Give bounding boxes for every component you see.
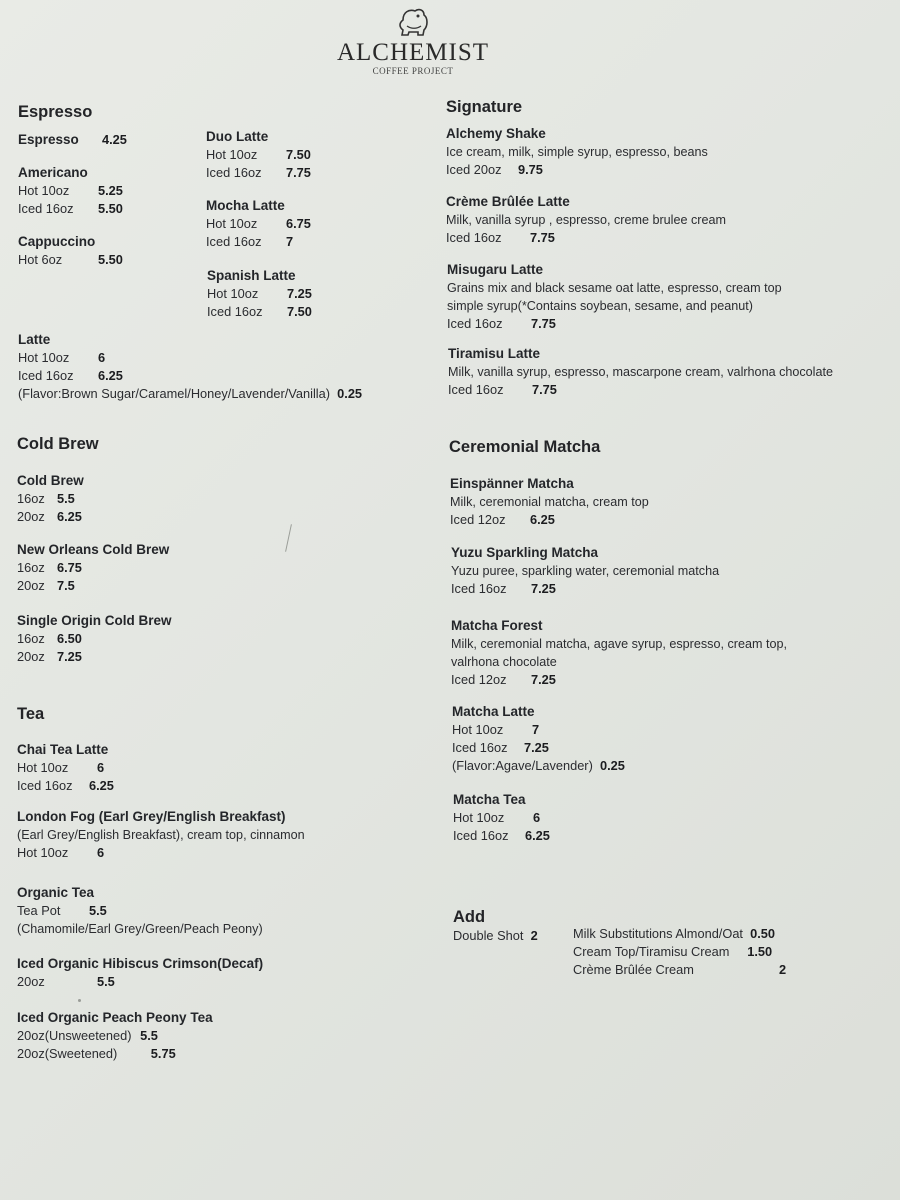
item-name: Latte xyxy=(18,332,51,347)
menu-item-mocha-latte xyxy=(206,197,311,251)
item-name: New Orleans Cold Brew xyxy=(17,542,170,557)
menu-item-creme-brulee-latte xyxy=(446,193,726,247)
item-size: Hot 10oz xyxy=(452,722,504,737)
item-size: Iced 16oz xyxy=(206,165,262,180)
item-price: 6 xyxy=(533,810,541,825)
item-size: Iced 16oz xyxy=(18,368,74,383)
item-price: 4.25 xyxy=(102,132,127,147)
item-price: 9.75 xyxy=(518,162,543,177)
menu-item-iced-hibiscus xyxy=(17,955,263,991)
item-size: Iced 16oz xyxy=(451,581,507,596)
item-size: Iced 16oz xyxy=(206,234,262,249)
item-size: Hot 10oz xyxy=(18,183,70,198)
item-price: 5.5 xyxy=(57,491,75,506)
item-size: Hot 10oz xyxy=(17,760,69,775)
item-name: Spanish Latte xyxy=(207,268,296,283)
item-name: Matcha Forest xyxy=(451,618,543,633)
item-size: Iced 16oz xyxy=(447,316,503,331)
menu-item-new-orleans-cold-brew xyxy=(17,541,169,595)
menu-item-cappuccino xyxy=(18,233,123,269)
item-name: Cappuccino xyxy=(18,234,96,249)
menu-item-espresso xyxy=(18,131,127,149)
item-description: Ice cream, milk, simple syrup, espresso, beans xyxy=(446,145,708,159)
section-espresso-title: Espresso xyxy=(18,103,93,121)
item-price: 5.50 xyxy=(98,201,123,216)
item-price: 7.50 xyxy=(286,147,311,162)
paper-mark xyxy=(78,999,81,1002)
item-name: Alchemy Shake xyxy=(446,126,546,141)
item-name: Single Origin Cold Brew xyxy=(17,613,172,628)
section-signature-title: Signature xyxy=(446,98,523,116)
item-price: 7.75 xyxy=(530,230,555,245)
add-price: 2 xyxy=(530,928,538,943)
item-price: 7.75 xyxy=(531,316,556,331)
item-name: Cold Brew xyxy=(17,473,84,488)
item-name: Chai Tea Latte xyxy=(17,742,109,757)
item-price: 6.75 xyxy=(286,216,311,231)
item-description: Milk, ceremonial matcha, agave syrup, espresso, cream top, xyxy=(451,637,787,651)
add-label: Milk Substitutions Almond/Oat xyxy=(573,926,743,941)
item-description: Milk, vanilla syrup, espresso, mascarpone cream, valrhona chocolate xyxy=(448,365,833,379)
menu-item-einspanner-matcha xyxy=(450,475,649,529)
item-price: 5.50 xyxy=(98,252,123,267)
item-price: 6.75 xyxy=(57,560,82,575)
add-price: 1.50 xyxy=(747,944,773,959)
item-price: 6.25 xyxy=(98,368,123,383)
item-flavor: (Flavor:Brown Sugar/Caramel/Honey/Lavender/Vanilla) xyxy=(18,386,331,401)
item-price: 5.75 xyxy=(150,1046,176,1061)
item-name: Iced Organic Hibiscus Crimson(Decaf) xyxy=(17,956,264,971)
item-price: 7.50 xyxy=(287,304,312,319)
item-price: 5.25 xyxy=(98,183,123,198)
item-size: Iced 16oz xyxy=(18,201,74,216)
section-add-title: Add xyxy=(453,908,486,926)
menu-item-matcha-forest xyxy=(451,617,787,689)
add-label: Cream Top/Tiramisu Cream xyxy=(573,944,730,959)
item-size: 20oz(Unsweetened) xyxy=(17,1028,132,1043)
item-price: 5.5 xyxy=(97,974,115,989)
menu-item-organic-tea xyxy=(17,884,263,938)
menu-item-latte xyxy=(18,331,362,403)
item-description: Milk, ceremonial matcha, cream top xyxy=(450,495,649,509)
item-size: Iced 20oz xyxy=(446,162,502,177)
section-ceremonial-matcha-title: Ceremonial Matcha xyxy=(449,438,601,456)
item-description-continued: valrhona chocolate xyxy=(451,655,557,669)
item-name: Espresso xyxy=(18,132,79,147)
item-name: Misugaru Latte xyxy=(447,262,544,277)
add-double-shot xyxy=(453,927,538,945)
item-size: Iced 16oz xyxy=(452,740,508,755)
item-price: 5.5 xyxy=(140,1028,158,1043)
item-size: Hot 10oz xyxy=(207,286,259,301)
item-size: Hot 10oz xyxy=(17,845,69,860)
item-flavor-price: 0.25 xyxy=(599,758,625,773)
item-size: 20oz xyxy=(17,509,45,524)
menu-item-yuzu-sparkling-matcha xyxy=(451,544,719,598)
item-flavor-price: 0.25 xyxy=(337,386,363,401)
item-price: 7 xyxy=(532,722,540,737)
item-size: Iced 12oz xyxy=(451,672,507,687)
item-name: Matcha Latte xyxy=(452,704,535,719)
item-size: Hot 10oz xyxy=(18,350,70,365)
item-size: 20oz xyxy=(17,974,45,989)
add-label: Double Shot xyxy=(453,928,524,943)
item-size: Iced 12oz xyxy=(450,512,506,527)
item-description: (Chamomile/Earl Grey/Green/Peach Peony) xyxy=(17,922,263,936)
section-cold-brew-title: Cold Brew xyxy=(17,435,99,453)
item-price: 7.25 xyxy=(287,286,312,301)
item-size: Iced 16oz xyxy=(17,778,73,793)
menu-item-london-fog xyxy=(17,808,305,862)
brand-logo xyxy=(333,6,493,76)
item-size: 16oz xyxy=(17,491,45,506)
item-price: 6.50 xyxy=(57,631,82,646)
item-size: Iced 16oz xyxy=(446,230,502,245)
menu-item-single-origin-cold-brew xyxy=(17,612,172,666)
brand-subtitle: COFFEE PROJECT xyxy=(372,66,454,76)
item-name: Crème Brûlée Latte xyxy=(446,194,570,209)
item-flavor: (Flavor:Agave/Lavender) xyxy=(452,758,593,773)
item-price: 7 xyxy=(286,234,294,249)
menu-item-matcha-latte xyxy=(452,703,625,775)
menu-item-alchemy-shake xyxy=(446,125,708,179)
item-name: Americano xyxy=(18,165,88,180)
item-size: Hot 10oz xyxy=(206,216,258,231)
item-description-continued: simple syrup(*Contains soybean, sesame, and peanut) xyxy=(447,299,753,313)
item-price: 7.75 xyxy=(286,165,311,180)
item-size: 20oz xyxy=(17,578,45,593)
item-name: Iced Organic Peach Peony Tea xyxy=(17,1010,213,1025)
item-price: 6 xyxy=(97,845,105,860)
frog-icon xyxy=(393,6,433,38)
item-price: 6.25 xyxy=(530,512,555,527)
item-price: 6.25 xyxy=(89,778,114,793)
item-price: 6 xyxy=(98,350,106,365)
item-name: Organic Tea xyxy=(17,885,95,900)
add-extras-list xyxy=(573,925,786,979)
item-name: Mocha Latte xyxy=(206,198,285,213)
item-size: 16oz xyxy=(17,560,45,575)
menu-item-duo-latte xyxy=(206,128,311,182)
item-price: 7.25 xyxy=(57,649,82,664)
item-price: 6.25 xyxy=(57,509,82,524)
menu-item-iced-peach-peony xyxy=(17,1009,213,1063)
brand-name: ALCHEMIST xyxy=(336,39,490,66)
item-size: Iced 16oz xyxy=(453,828,509,843)
item-price: 7.5 xyxy=(57,578,75,593)
item-name: Einspänner Matcha xyxy=(450,476,574,491)
item-name: Tiramisu Latte xyxy=(448,346,541,361)
item-price: 7.25 xyxy=(524,740,549,755)
menu-item-spanish-latte xyxy=(207,267,312,321)
item-size: Tea Pot xyxy=(17,903,61,918)
item-name: Matcha Tea xyxy=(453,792,526,807)
paper-mark xyxy=(285,524,292,552)
item-price: 7.25 xyxy=(531,581,556,596)
item-size: Iced 16oz xyxy=(448,382,504,397)
item-name: London Fog (Earl Grey/English Breakfast) xyxy=(17,809,286,824)
item-size: 20oz(Sweetened) xyxy=(17,1046,118,1061)
item-size: Hot 10oz xyxy=(453,810,505,825)
item-name: Yuzu Sparkling Matcha xyxy=(451,545,599,560)
item-price: 6 xyxy=(97,760,105,775)
item-size: 16oz xyxy=(17,631,45,646)
item-price: 6.25 xyxy=(525,828,550,843)
item-description: Milk, vanilla syrup , espresso, creme brulee cream xyxy=(446,213,726,227)
item-price: 7.25 xyxy=(531,672,556,687)
section-tea-title: Tea xyxy=(17,705,45,723)
menu-item-misugaru-latte xyxy=(447,261,782,333)
item-description: Yuzu puree, sparkling water, ceremonial matcha xyxy=(451,564,720,578)
menu-item-cold-brew xyxy=(17,472,84,526)
add-price: 2 xyxy=(779,962,787,977)
add-price: 0.50 xyxy=(750,926,776,941)
item-size: Hot 10oz xyxy=(206,147,258,162)
item-description: Grains mix and black sesame oat latte, espresso, cream top xyxy=(447,281,782,295)
menu-item-americano xyxy=(18,164,123,218)
item-price: 7.75 xyxy=(532,382,557,397)
add-label: Crème Brûlée Cream xyxy=(573,962,694,977)
item-price: 5.5 xyxy=(89,903,107,918)
item-size: 20oz xyxy=(17,649,45,664)
menu-item-matcha-tea xyxy=(453,791,550,845)
item-description: (Earl Grey/English Breakfast), cream top, cinnamon xyxy=(17,828,305,842)
menu-item-chai-tea-latte xyxy=(17,741,114,795)
item-size: Hot 6oz xyxy=(18,252,63,267)
menu-item-tiramisu-latte xyxy=(448,345,833,399)
item-size: Iced 16oz xyxy=(207,304,263,319)
item-name: Duo Latte xyxy=(206,129,269,144)
